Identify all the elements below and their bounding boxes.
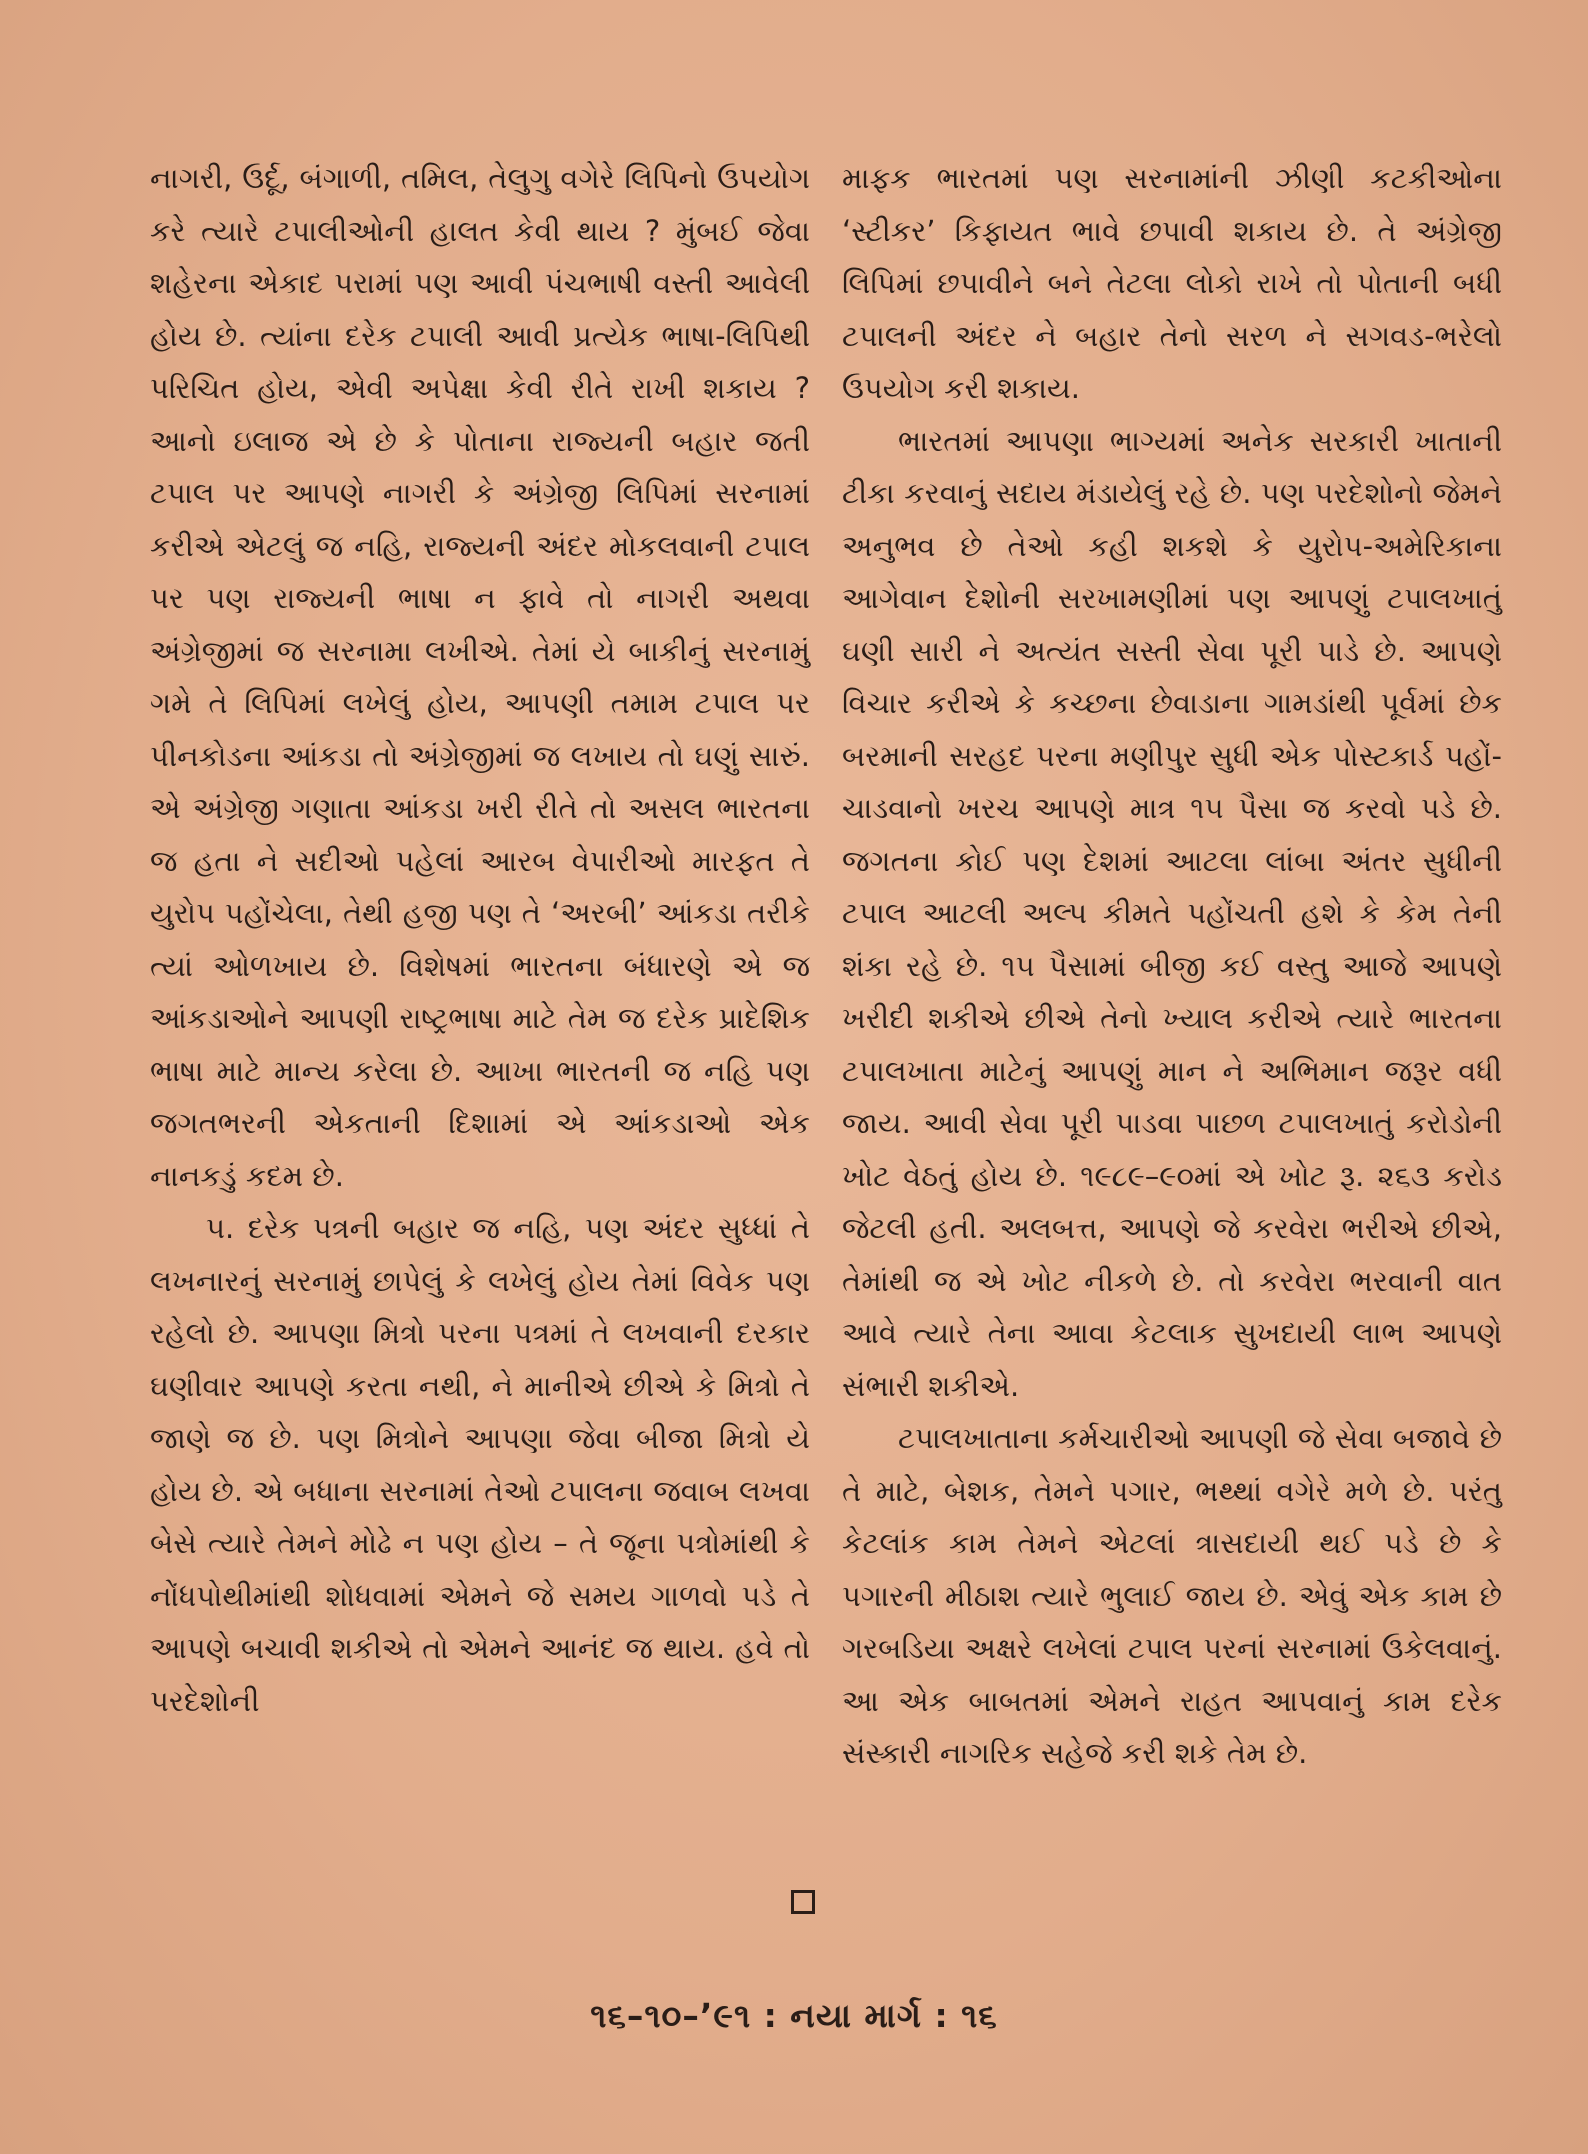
article-column-right [842, 152, 1502, 1780]
paragraph: માફક ભારતમાં પણ સરનામાંની ઝીણી કટકીઓના ‘સ્ટીકર’ કિફાયત ભાવે છપાવી શકાય છે. તે અંગ્રેજી લિપિમાં છપાવીને બને તેટલા લોકો રાખે તો પોતાની બધી ટપાલની અંદર ને બહાર તેનો સરળ ને સગવડ-ભરેલો ઉપયોગ કરી શકાય. [842, 161, 1502, 405]
article-column-left [150, 152, 810, 1727]
paragraph: નાગરી, ઉર્દૂ, બંગાળી, તમિલ, તેલુગુ વગેરે લિપિનો ઉપયોગ કરે ત્યારે ટપાલીઓની હાલત કેવી થાય ? મુંબઈ જેવા શહેરના એકાદ પરામાં પણ આવી પંચભાષી વસ્તી આવેલી હોય છે. ત્યાંના દરેક ટપાલી આવી પ્રત્યેક ભાષા-લિપિથી પરિચિત હોય, એવી અપેક્ષા કેવી રીતે રાખી શકાય ? આનો ઇલાજ એ છે કે પોતાના રાજ્યની બહાર જતી ટપાલ પર આપણે નાગરી કે અંગ્રેજી લિપિમાં સરનામાં કરીએ એટલું જ નહિ, રાજ્યની અંદર મોકલવાની ટપાલ પર પણ રાજ્યની ભાષા ન ફાવે તો નાગરી અથવા અંગ્રેજીમાં જ સરનામા લખીએ. તેમાં યે બાકીનું સરનામું ગમે તે લિપિમાં લખેલું હોય, આપણી તમામ ટપાલ પર પીનકોડના આંકડા તો અંગ્રેજીમાં જ લખાય તો ઘણું સારું. એ અંગ્રેજી ગણાતા આંકડા ખરી રીતે તો અસલ ભારતના જ હતા ને સદીઓ પહેલાં આરબ વેપારીઓ મારફત તે યુરોપ પહોંચેલા, તેથી હજી પણ તે ‘અરબી’ આંકડા તરીકે ત્યાં ઓળખાય છે. વિશેષમાં ભારતના બંધારણે એ જ આંકડાઓને આપણી રાષ્ટ્રભાષા માટે તેમ જ દરેક પ્રાદેશિક ભાષા માટે માન્ય કરેલા છે. આખા ભારતની જ નહિ પણ જગતભરની એકતાની દિશામાં એ આંકડાઓ એક નાનકડું કદમ છે. [150, 161, 810, 1193]
paragraph: ૫. દરેક પત્રની બહાર જ નહિ, પણ અંદર સુધ્ધાં તે લખનારનું સરનામું છાપેલું કે લખેલું હોય તેમાં વિવેક પણ રહેલો છે. આપણા મિત્રો પરના પત્રમાં તે લખવાની દરકાર ઘણીવાર આપણે કરતા નથી, ને માનીએ છીએ કે મિત્રો તે જાણે જ છે. પણ મિત્રોને આપણા જેવા બીજા મિત્રો યે હોય છે. એ બધાના સરનામાં તેઓ ટપાલના જવાબ લખવા બેસે ત્યારે તેમને મોઢે ન પણ હોય – તે જૂના પત્રોમાંથી કે નોંધપોથીમાંથી શોધવામાં એમને જે સમય ગાળવો પડે તે આપણે બચાવી શકીએ તો એમને આનંદ જ થાય. હવે તો પરદેશોની [150, 1211, 810, 1718]
article-end-square-icon [791, 1890, 815, 1914]
paragraph: ભારતમાં આપણા ભાગ્યમાં અનેક સરકારી ખાતાની ટીકા કરવાનું સદાય મંડાયેલું રહે છે. પણ પરદેશોનો જેમને અનુભવ છે તેઓ કહી શકશે કે યુરોપ-અમેરિકાના આગેવાન દેશોની સરખામણીમાં પણ આપણું ટપાલખાતું ઘણી સારી ને અત્યંત સસ્તી સેવા પૂરી પાડે છે. આપણે વિચાર કરીએ કે કચ્છના છેવાડાના ગામડાંથી પૂર્વમાં છેક બરમાની સરહદ પરના મણીપુર સુધી એક પોસ્ટકાર્ડ પહોં-ચાડવાનો ખરચ આપણે માત્ર ૧૫ પૈસા જ કરવો પડે છે. જગતના કોઈ પણ દેશમાં આટલા લાંબા અંતર સુધીની ટપાલ આટલી અલ્પ કીમતે પહોંચતી હશે કે કેમ તેની શંકા રહે છે. ૧૫ પૈસામાં બીજી કઈ વસ્તુ આજે આપણે ખરીદી શકીએ છીએ તેનો ખ્યાલ કરીએ ત્યારે ભારતના ટપાલખાતા માટેનું આપણું માન ને અભિમાન જરૂર વધી જાય. આવી સેવા પૂરી પાડવા પાછળ ટપાલખાતું કરોડોની ખોટ વેઠતું હોય છે. ૧૯૮૯–૯૦માં એ ખોટ રૂ. ૨૬૩ કરોડ જેટલી હતી. અલબત્ત, આપણે જે કરવેરા ભરીએ છીએ, તેમાંથી જ એ ખોટ નીકળે છે. તો કરવેરા ભરવાની વાત આવે ત્યારે તેના આવા કેટલાક સુખદાયી લાભ આપણે સંભારી શકીએ. [842, 423, 1502, 1403]
paragraph: ટપાલખાતાના કર્મચારીઓ આપણી જે સેવા બજાવે છે તે માટે, બેશક, તેમને પગાર, ભથ્થાં વગેરે મળે છે. પરંતુ કેટલાંક કામ તેમને એટલાં ત્રાસદાયી થઈ પડે છે કે પગારની મીઠાશ ત્યારે ભુલાઈ જાય છે. એવું એક કામ છે ગરબડિયા અક્ષરે લખેલાં ટપાલ પરનાં સરનામાં ઉકેલવાનું. આ એક બાબતમાં એમને રાહત આપવાનું કામ દરેક સંસ્કારી નાગરિક સહેજે કરી શકે તેમ છે. [842, 1421, 1502, 1770]
page-footer: ૧૬–૧૦–’૯૧ : નયા માર્ગ : ૧૬ [590, 1996, 998, 2035]
